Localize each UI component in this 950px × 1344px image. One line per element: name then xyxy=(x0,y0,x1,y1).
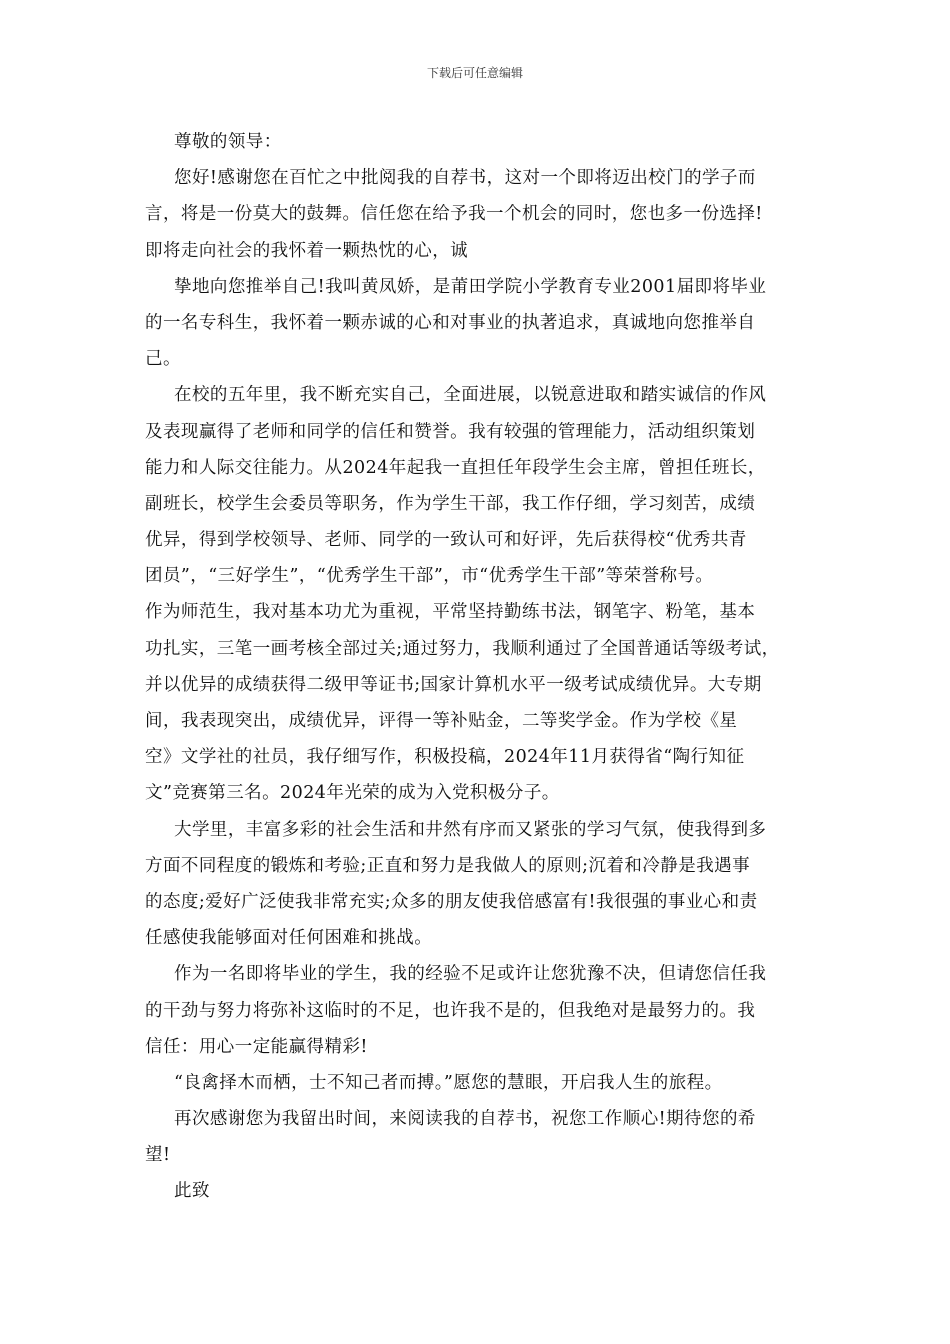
letter-line: 间，我表现突出，成绩优异，评得一等补贴金，二等奖学金。作为学校《星 xyxy=(145,711,738,731)
letter-line: 方面不同程度的锻炼和考验;正直和努力是我做人的原则;沉着和冷静是我遇事 xyxy=(145,855,751,876)
letter-line: 信任：用心一定能赢得精彩! xyxy=(145,1036,368,1057)
letter-line: 优异，得到学校领导、老师、同学的一致认可和好评，先后获得校“优秀共青 xyxy=(145,530,747,551)
letter-line: 作为一名即将毕业的学生，我的经验不足或许让您犹豫不决，但请您信任我 xyxy=(174,964,767,985)
letter-line: 文”竞赛第三名。2024年光荣的成为入党积极分子。 xyxy=(145,783,560,804)
letter-line: 的干劲与努力将弥补这临时的不足，也许我不是的，但我绝对是最努力的。我 xyxy=(145,1000,756,1021)
letter-line: 并以优异的成绩获得二级甲等证书;国家计算机水平一级考试成绩优异。大专期 xyxy=(145,674,762,695)
letter-line: 己。 xyxy=(145,349,181,370)
letter-line: 能力和人际交往能力。从2024年起我一直担任年段学生会主席，曾担任班长， xyxy=(145,457,766,478)
letter-line: 即将走向社会的我怀着一颗热忱的心，诚 xyxy=(145,240,469,261)
letter-line: 的态度;爱好广泛使我非常充实;众多的朋友使我倍感富有!我很强的事业心和责 xyxy=(145,891,758,912)
letter-line: 挚地向您推举自己!我叫黄凤娇，是莆田学院小学教育专业2001届即将毕业 xyxy=(174,276,767,297)
letter-line: 功扎实，三笔一画考核全部过关;通过努力，我顺利通过了全国普通话等级考试， xyxy=(145,638,780,659)
letter-greeting: 尊敬的领导： xyxy=(174,132,282,152)
letter-line: 的一名专科生，我怀着一颗赤诚的心和对事业的执著追求，真诚地向您推举自 xyxy=(145,312,756,333)
letter-line: 任感使我能够面对任何困难和挑战。 xyxy=(145,928,433,949)
letter-line: 团员”，“三好学生”，“优秀学生干部”，市“优秀学生干部”等荣誉称号。 xyxy=(145,566,714,587)
letter-line: 及表现赢得了老师和同学的信任和赞誉。我有较强的管理能力，活动组织策划 xyxy=(145,421,756,442)
letter-line: 大学里，丰富多彩的社会生活和井然有序而又紧张的学习气氛，使我得到多 xyxy=(174,819,767,840)
letter-line: 言，将是一份莫大的鼓舞。信任您在给予我一个机会的同时，您也多一份选择! xyxy=(145,204,763,225)
letter-line: 望! xyxy=(145,1145,171,1166)
letter-line: 您好!感谢您在百忙之中批阅我的自荐书，这对一个即将迈出校门的学子而 xyxy=(174,168,756,189)
letter-closing: 此致 xyxy=(174,1181,210,1202)
letter-line: 再次感谢您为我留出时间，来阅读我的自荐书，祝您工作顺心!期待您的希 xyxy=(174,1109,756,1130)
letter-line: 副班长，校学生会委员等职务，作为学生干部，我工作仔细，学习刻苦，成绩 xyxy=(145,493,756,514)
letter-body xyxy=(145,124,825,1210)
letter-line: 空》文学社的社员，我仔细写作，积极投稿，2024年11月获得省“陶行知征 xyxy=(145,747,745,768)
letter-line: 在校的五年里，我不断充实自己，全面进展，以锐意进取和踏实诚信的作风 xyxy=(174,385,767,406)
letter-line: 作为师范生，我对基本功尤为重视，平常坚持勤练书法，钢笔字、粉笔，基本 xyxy=(145,602,756,623)
letter-line: “良禽择木而栖，士不知己者而搏。”愿您的慧眼，开启我人生的旅程。 xyxy=(174,1072,723,1093)
header-note: 下载后可任意编辑 xyxy=(426,66,523,80)
